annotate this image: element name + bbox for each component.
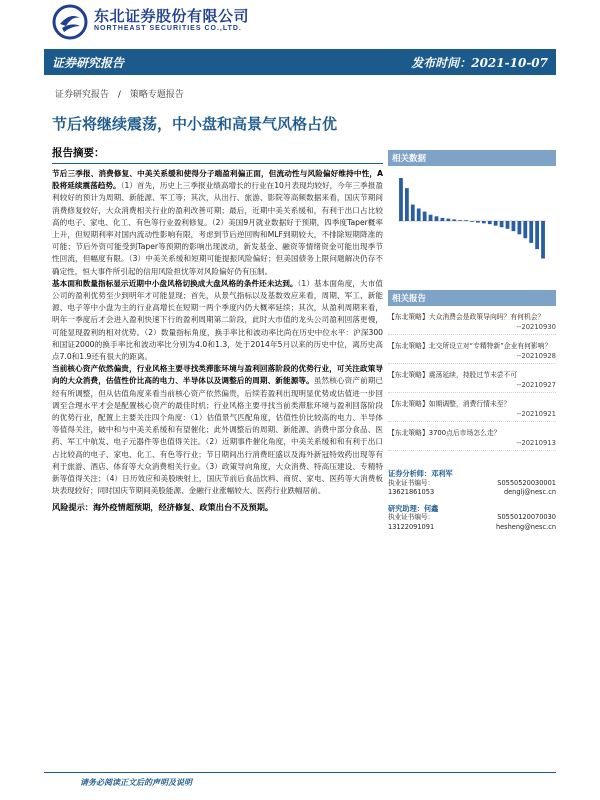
chart-bar xyxy=(470,221,474,222)
chart-bar xyxy=(441,218,445,221)
chart-bar xyxy=(417,208,421,221)
chart-bar xyxy=(405,188,409,221)
report-title-text: 【东北策略】大众消费会是政策导向吗？有何机会？ xyxy=(388,313,545,321)
chart-bar xyxy=(494,221,498,226)
report-link[interactable] xyxy=(388,370,556,393)
chart-bar xyxy=(512,221,516,231)
abstract-paragraph xyxy=(52,168,383,278)
chart-bar xyxy=(423,212,427,221)
chart-bar xyxy=(411,205,415,221)
cert-label: 执业证书编号： xyxy=(388,478,435,487)
report-link[interactable] xyxy=(388,312,556,335)
abstract-paragraph xyxy=(52,363,383,497)
assistant-phone: 13122091091 xyxy=(388,522,435,531)
bar-chart xyxy=(388,166,556,284)
paragraph-text: （1）基本面角度，大市值公司的盈利优势至少到明年才可能显现；首先，从景气指标以及基数效应来看，周期、军工、新能源、电子等中小盘为主的行业高增长在短期一两个季度内仍大概率延续；其次，从盈利周期来看，明年一季度后才会进入盈利快速下行的盈利周期第二阶段，此时大市值的龙头公司盈利回落更慢，可能显现盈利的相对优势。（2）数量指标角度，换手率比和波动率比尚在历史中位水平：沪深300和国证2000的换手率比和波动率比分别为4.0和1.3，处于2014年5月以来的历史中位，离历史高点7.0和1.9还有很大的距离。 xyxy=(52,278,384,362)
report-title-text: 【东北策略】如期调整，消费行情未至？ xyxy=(388,400,511,408)
analyst-email[interactable]: denglj@nesc.cn xyxy=(503,488,556,496)
chart-bar xyxy=(500,221,504,227)
paragraph-lead: 当前核心资产依然偏贵，行业风格主要寻找类滞胀环境与盈利回落阶段的优势行业，可关注政策导向的大众消费，估值性价比高的电力、半导体以及调整后的周期、新能源等。 xyxy=(52,364,383,386)
report-date: --20210930 xyxy=(388,322,556,335)
assistant-email[interactable]: hesheng@nesc.cn xyxy=(495,522,556,531)
cert-label: 执业证书编号： xyxy=(388,513,435,521)
report-link[interactable] xyxy=(388,341,556,364)
chart-bar xyxy=(529,221,533,243)
sidebar xyxy=(388,150,556,532)
report-header xyxy=(0,0,600,44)
breadcrumb-item: 策略专题报告 xyxy=(129,90,184,100)
abstract-paragraph xyxy=(52,278,383,363)
chart-bar xyxy=(517,221,521,234)
chart-bar xyxy=(482,221,486,223)
chart-bar xyxy=(541,221,545,259)
cert-number: S0550120070030 xyxy=(497,513,556,521)
chart-bar xyxy=(506,221,510,229)
related-data-heading: 相关数据 xyxy=(388,150,556,166)
analyst-contact-row xyxy=(388,488,556,498)
chart-bar xyxy=(435,216,439,221)
company-logo-icon xyxy=(52,4,88,40)
report-title-text: 【东北策略】3700点后市场怎么走？ xyxy=(388,429,501,437)
report-title-text: 【东北策略】震荡延续，持股过节未尝不可 xyxy=(388,371,518,379)
chart-bar xyxy=(458,220,462,221)
chart-bar xyxy=(399,178,403,221)
chart-bar xyxy=(523,221,527,238)
report-link[interactable] xyxy=(388,428,556,451)
analyst-cert-row xyxy=(388,479,556,489)
abstract-heading: 报告摘要： xyxy=(52,145,383,164)
cert-number: S0550520030001 xyxy=(497,478,556,487)
report-date: --20210927 xyxy=(388,380,556,393)
brand-name-en: NORTHEAST SECURITIES CO.,LTD. xyxy=(94,25,242,32)
assistant-title: 研究助理：何鑫 xyxy=(388,503,439,513)
assistant-cert-row xyxy=(388,513,556,523)
related-data-chart xyxy=(388,166,556,284)
analyst-title: 证券分析师：邓利军 xyxy=(388,469,453,478)
analyst-phone: 13621861053 xyxy=(388,488,435,496)
paragraph-text: （1）首先，历史上三季报业绩高增长的行业在10月表现均较好，今年三季报盈利较好的预计为周期、新能源、军工等；其次，从出行、旅游、影院等高频数据来看，国庆节期间消费修复较好，大众消费相关行业的盈利改善可期；最后，近期中美关系缓和，有利于出口占比较高的电子、家电、化工、有色等行业盈利修复。（2）美国9月就业数据好于预期，四季度Taper概率上升，但短期利率对国内流动性影响有限，考虑到节后逆回购和MLF到期较大，不排除短期降准的可能；节后外资可能受到Taper等预期的影响出现波动，新发基金、融资等情绪资金可能出现季节性回流，但幅度有限。（3）中美关系缓和短期可能提振风险偏好；但美国债务上限问题解决仍存不确定性，恒大事件所引起的信用风险担忧等对风险偏好仍有压制。 xyxy=(52,181,383,276)
breadcrumb-separator: / xyxy=(117,90,121,100)
publish-date: 发布时间：2021-10-07 xyxy=(411,56,548,70)
report-date: --20210913 xyxy=(388,438,556,451)
breadcrumb-item: 证券研究报告 xyxy=(55,90,110,100)
report-type-label: 证券研究报告 xyxy=(52,56,125,70)
abstract-body xyxy=(52,168,383,514)
paragraph-text: 虽然核心资产前期已经有所调整，但从估值角度来看当前核心资产依然偏贵，后续若盈利出现明显优势或估值进一步回调至合理水平才会是配置核心资产的最佳时机；行业风格主要寻找当前类滞胀环境与盈利回落阶段的优势行业，配置上主要关注四个角度：（1）估值景气匹配角度，估值性价比较高的电力、半导体等值得关注，破中和与中美关系缓和有望催化；此外调整后的周期、新能源、消费中部分食品、医药、军工中航发、电子元器件等也值得关注。（2）近期事件催化角度，中美关系缓和和有利于出口占比较高的电子、家电、化工、有色等行业；节日期间出行消费旺盛以及海外新冠特效药出现等有利于旅游、酒店、体育等大众消费相关行业。（3）政策导向角度，大众消费、特高压建设、专精特新等值得关注；（4）日历效应和美股映射上，国庆节前后食品饮料、商贸、家电、医药等大消费板块表现较好；同时国庆节期间美股能源、金融行业涨幅较大、医药行业跌幅居前。 xyxy=(52,376,384,496)
related-reports xyxy=(388,290,556,451)
breadcrumb xyxy=(52,87,187,100)
report-title-text: 【东北策略】北交所设立对“专精特新”企业有何影响？ xyxy=(388,342,552,350)
paragraph-lead: 节后三季报、消费修复、中美关系缓和使得分子端盈利偏正面，但流动性与风险偏好维持中性，A股将延续震荡趋势。 xyxy=(52,169,383,191)
risk-warning: 风险提示：海外疫情超预期，经济修复、政策出台不及预期。 xyxy=(52,502,274,513)
chart-bar xyxy=(464,220,468,221)
report-date: --20210921 xyxy=(388,409,556,422)
page-footer xyxy=(44,772,556,792)
paragraph-lead: 基本面和数量指标显示近期中小盘风格切换成大盘风格的条件还未达到。 xyxy=(52,278,298,288)
report-link[interactable] xyxy=(388,399,556,422)
brand-name-cn: 东北证券股份有限公司 xyxy=(94,7,250,25)
analyst-info xyxy=(388,469,556,532)
chart-bar xyxy=(476,221,480,223)
chart-bar xyxy=(488,221,492,224)
related-reports-heading: 相关报告 xyxy=(388,290,556,306)
assistant-contact-row xyxy=(388,523,556,533)
report-type-bar xyxy=(44,49,556,75)
chart-bar xyxy=(535,221,539,249)
chart-bar xyxy=(429,215,433,221)
disclaimer-note: 请务必阅读正文后的声明及说明 xyxy=(80,778,192,787)
report-title: 节后将继续震荡，中小盘和高景气风格占优 xyxy=(52,115,338,133)
abstract-section xyxy=(52,145,383,514)
chart-bar xyxy=(452,219,456,221)
report-date: --20210928 xyxy=(388,351,556,364)
chart-bar xyxy=(446,219,450,221)
